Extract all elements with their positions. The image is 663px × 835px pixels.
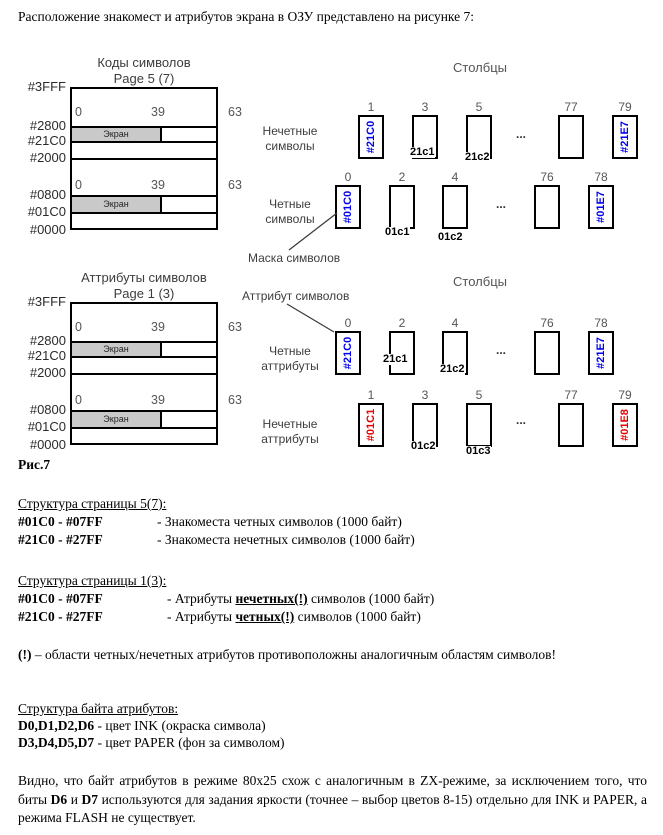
cell-number: 79 [618, 100, 632, 114]
final-text: и [67, 791, 82, 807]
map2-page: Page 1 (3) [113, 286, 175, 301]
intro-paragraph: Расположение знакомест и атрибутов экрана в ОЗУ представлено на рисунке 7: [18, 9, 475, 24]
range-description: символов (1000 байт) [294, 609, 421, 624]
attr-pointer-line [287, 304, 334, 332]
address-range-row [18, 590, 647, 608]
cell-number: 4 [451, 170, 459, 184]
address-label: #2000 [29, 365, 66, 380]
cell-address-label: #01E8 [619, 409, 631, 441]
col-start-label: 0 [75, 393, 82, 407]
figure-caption: Рис.7 [18, 457, 51, 472]
col-63-label: 63 [228, 178, 242, 192]
map2-title: Аттрибуты символов [81, 270, 207, 285]
cell-sub-label: 01c1 [385, 226, 410, 238]
address-range: #01C0 - #07FF [18, 514, 103, 529]
attr-bits: D3,D4,D5,D7 [18, 735, 95, 750]
address-label: #2800 [29, 118, 66, 133]
cell-number: 77 [564, 100, 578, 114]
bit-d7: D7 [81, 791, 98, 807]
final-paragraph [18, 772, 647, 828]
range-description: - Знакоместа нечетных символов (1000 байт) [157, 532, 415, 547]
col-39-label: 39 [151, 105, 165, 119]
address-label: #0800 [29, 187, 66, 202]
address-range: #01C0 - #07FF [18, 591, 103, 606]
cell-sub-label: 01c2 [411, 440, 436, 452]
cell-number: 2 [398, 316, 406, 330]
structure-heading-57: Структура страницы 5(7): [18, 496, 167, 511]
cell-address-label: #21C0 [365, 120, 378, 154]
address-range-row [18, 531, 647, 549]
cell-number: 1 [367, 388, 375, 402]
final-text: Видно, что байт атрибутов в режиме 80x25 схож с аналогичным в ZX-режиме, за исключением того, что биты [18, 773, 647, 807]
attr-bits-description: - цвет INK (окраска символа) [94, 718, 266, 733]
row-label-line: Нечетные [262, 124, 318, 138]
address-label: #0000 [29, 437, 66, 452]
screen-label: Экран [103, 129, 129, 139]
mask-pointer-label: Маска символов [248, 251, 341, 265]
cell-number: 5 [475, 100, 483, 114]
col-39-label: 39 [151, 393, 165, 407]
cell-address-label: #01C1 [365, 408, 378, 442]
row-label-line: аттрибуты [261, 359, 319, 373]
cell-number: 0 [344, 170, 352, 184]
col-63-label: 63 [228, 393, 242, 407]
cell-address-label: #01E7 [595, 191, 607, 223]
col-63-label: 63 [228, 320, 242, 334]
map1-title: Коды символов [97, 55, 191, 70]
col-start-label: 0 [75, 320, 82, 334]
screen-label: Экран [103, 414, 129, 424]
cell-sub-label: 01c2 [438, 231, 463, 243]
row-label-line: Четные [269, 197, 311, 211]
col-63-label: 63 [228, 105, 242, 119]
cell-address-label: #21E7 [619, 121, 631, 153]
address-label: #2800 [29, 333, 66, 348]
range-description: - Атрибуты [167, 591, 236, 606]
attr-bits-description: - цвет PAPER (фон за символом) [94, 735, 285, 750]
cell-sub-label: 21c1 [410, 146, 435, 158]
emphasized-word: четных(!) [235, 609, 295, 624]
cell-number: 79 [618, 388, 632, 402]
row-label-line: Нечетные [262, 417, 318, 431]
cell-number: 1 [367, 100, 375, 114]
attr-bits-row [18, 734, 647, 752]
note-text: – области четных/нечетных атрибутов противоположны аналогичным областям символов! [31, 647, 557, 662]
cell-number: 0 [344, 316, 352, 330]
address-range-row [18, 608, 647, 626]
attr-byte-heading: Структура байта атрибутов: [18, 701, 179, 716]
screen-label: Экран [103, 199, 129, 209]
row-label-line: символы [265, 139, 315, 153]
address-label: #21C0 [27, 348, 66, 363]
range-description: символов (1000 байт) [307, 591, 435, 606]
cell-sub-label: 01c3 [466, 445, 491, 457]
cell-sub-label: 21c2 [440, 363, 465, 375]
cell-number: 3 [421, 388, 429, 402]
ellipsis: ... [516, 127, 527, 141]
note-mark: (!) [18, 647, 32, 662]
cell-address-label: #21C0 [342, 336, 355, 370]
address-label: #2000 [29, 150, 66, 165]
cell-number: 4 [451, 316, 459, 330]
col-39-label: 39 [151, 320, 165, 334]
columns-header-1: Столбцы [453, 60, 507, 75]
row-label-line: аттрибуты [261, 432, 319, 446]
map1-page: Page 5 (7) [113, 71, 175, 86]
address-label: #21C0 [27, 133, 66, 148]
cell-number: 77 [564, 388, 578, 402]
cell-sub-label: 21c1 [383, 353, 408, 365]
address-label: #0000 [29, 222, 66, 237]
final-text: используются для задания яркости (точнее – выбор цветов 8-15) отдельно для INK и PAPER, а режима FLASH не существует. [18, 791, 647, 825]
address-range-row [18, 513, 647, 531]
cell-number: 2 [398, 170, 406, 184]
ellipsis: ... [516, 413, 527, 427]
cell-sub-label: 21c2 [465, 151, 490, 163]
address-label: #01C0 [27, 419, 66, 434]
ellipsis: ... [496, 197, 507, 211]
ellipsis: ... [496, 343, 507, 357]
col-start-label: 0 [75, 105, 82, 119]
address-label: #01C0 [27, 204, 66, 219]
columns-header-2: Столбцы [453, 274, 507, 289]
cell-number: 76 [540, 316, 554, 330]
emphasized-word: нечетных(!) [235, 591, 308, 606]
col-39-label: 39 [151, 178, 165, 192]
range-description: - Атрибуты [167, 609, 236, 624]
row-label-line: символы [265, 212, 315, 226]
col-start-label: 0 [75, 178, 82, 192]
address-range: #21C0 - #27FF [18, 609, 103, 624]
cell-address-label: #01C0 [342, 190, 355, 224]
address-label: #3FFF [27, 294, 66, 309]
note-paragraph [18, 646, 647, 664]
address-label: #0800 [29, 402, 66, 417]
address-range: #21C0 - #27FF [18, 532, 103, 547]
bit-d6: D6 [50, 791, 68, 807]
cell-number: 76 [540, 170, 554, 184]
cell-number: 5 [475, 388, 483, 402]
row-label-line: Четные [269, 344, 311, 358]
screen-label: Экран [103, 344, 129, 354]
attr-bits: D0,D1,D2,D6 [18, 718, 95, 733]
cell-number: 78 [594, 316, 608, 330]
range-description: - Знакоместа четных символов (1000 байт) [157, 514, 402, 529]
structure-heading-13: Структура страницы 1(3): [18, 573, 167, 588]
address-label: #3FFF [27, 79, 66, 94]
attr-pointer-label: Аттрибут символов [242, 289, 350, 303]
attr-bits-row [18, 717, 647, 735]
cell-number: 3 [421, 100, 429, 114]
cell-address-label: #21E7 [595, 337, 607, 369]
mask-pointer-line [289, 213, 337, 250]
cell-number: 78 [594, 170, 608, 184]
